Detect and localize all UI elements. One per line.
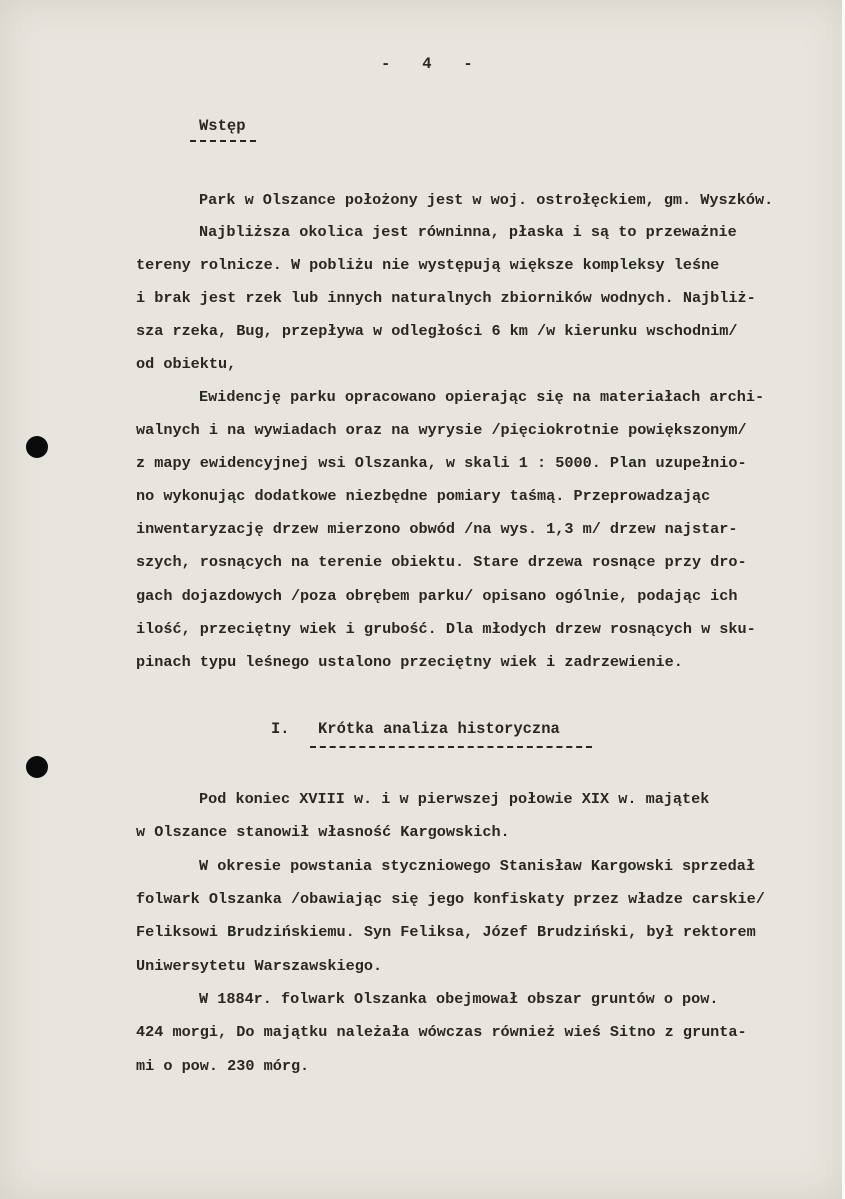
section-line: W 1884r. folwark Olszanka obejmował obszar gruntów o pow. (199, 990, 719, 1008)
intro-line: sza rzeka, Bug, przepływa w odległości 6 km /w kierunku wschodnim/ (136, 322, 738, 340)
section-line: Feliksowi Brudzińskiemu. Syn Feliksa, Józef Brudziński, był rektorem (136, 923, 756, 941)
intro-line: szych, rosnących na terenie obiektu. Stare drzewa rosnące przy dro- (136, 553, 747, 571)
intro-line: tereny rolnicze. W pobliżu nie występują większe kompleksy leśne (136, 256, 720, 274)
section-line: Uniwersytetu Warszawskiego. (136, 957, 383, 975)
intro-heading: Wstęp (199, 117, 246, 135)
intro-line: od obiektu, (136, 355, 237, 373)
punch-hole-lower (26, 756, 48, 778)
section-title: Krótka analiza historyczna (318, 720, 560, 738)
intro-line: inwentaryzację drzew mierzono obwód /na wys. 1,3 m/ drzew najstar- (136, 520, 738, 538)
intro-line: no wykonując dodatkowe niezbędne pomiary taśmą. Przeprowadzając (136, 487, 711, 505)
punch-hole-upper (26, 436, 48, 458)
intro-line: pinach typu leśnego ustalono przeciętny wiek i zadrzewienie. (136, 653, 683, 671)
section-title-underline (310, 746, 592, 748)
section-line: mi o pow. 230 mórg. (136, 1057, 310, 1075)
intro-line: walnych i na wywiadach oraz na wyrysie /pięciokrotnie powiększonym/ (136, 421, 747, 439)
section-line: Pod koniec XVIII w. i w pierwszej połowie XIX w. majątek (199, 790, 710, 808)
section-line: W okresie powstania styczniowego Stanisław Kargowski sprzedał (199, 857, 755, 875)
intro-line: Najbliższa okolica jest równinna, płaska i są to przeważnie (199, 223, 737, 241)
section-line: folwark Olszanka /obawiając się jego konfiskaty przez władze carskie/ (136, 890, 765, 908)
section-line: w Olszance stanowił własność Kargowskich. (136, 823, 510, 841)
section-number: I. (271, 720, 290, 738)
intro-line: Ewidencję parku opracowano opierając się na materiałach archi- (199, 388, 765, 406)
intro-line: gach dojazdowych /poza obrębem parku/ opisano ogólnie, podając ich (136, 587, 738, 605)
intro-heading-underline (190, 140, 256, 142)
intro-line: z mapy ewidencyjnej wsi Olszanka, w skali 1 : 5000. Plan uzupełnio- (136, 454, 747, 472)
intro-line: i brak jest rzek lub innych naturalnych zbiorników wodnych. Najbliż- (136, 289, 756, 307)
section-line: 424 morgi, Do majątku należała wówczas również wieś Sitno z grunta- (136, 1023, 747, 1041)
page-number: - 4 - (381, 55, 474, 73)
intro-line: ilość, przeciętny wiek i grubość. Dla młodych drzew rosnących w sku- (136, 620, 756, 638)
intro-line: Park w Olszance położony jest w woj. ostrołęckiem, gm. Wyszków. (199, 191, 774, 209)
